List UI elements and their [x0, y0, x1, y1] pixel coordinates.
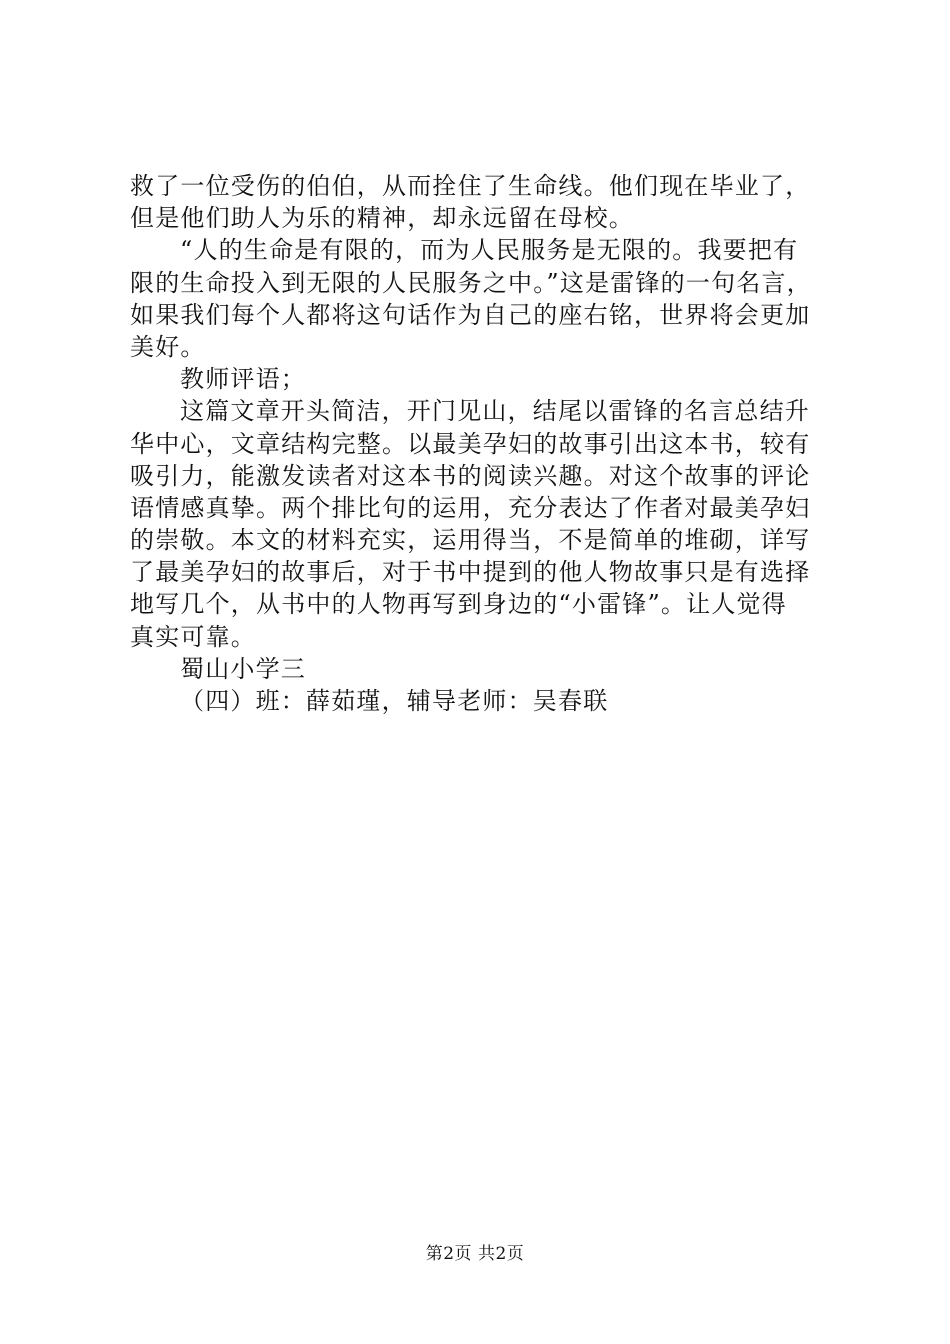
author-class-line: （四）班：薛茹瑾，辅导老师：吴春联	[180, 687, 609, 715]
page-number-footer: 第2页 共2页	[425, 1244, 525, 1264]
teacher-comment-heading: 教师评语；	[180, 365, 306, 394]
text-line: 美好。	[130, 332, 206, 361]
text-line: 这篇文章开头简洁，开门见山，结尾以雷锋的名言总结升	[180, 397, 810, 426]
document-body	[130, 170, 835, 717]
text-line: 真实可靠。	[130, 622, 256, 651]
text-line: 华中心，文章结构完整。以最美孕妇的故事引出这本书，较有	[130, 429, 811, 458]
text-line: 地写几个，从书中的人物再写到身边的“小雷锋”。让人觉得	[130, 590, 787, 619]
text-line: 但是他们助人为乐的精神，却永远留在母校。	[130, 204, 634, 233]
text-line: 语情感真挚。两个排比句的运用，充分表达了作者对最美孕妇	[130, 493, 811, 522]
text-line: 如果我们每个人都将这句话作为自己的座右铭，世界将会更加	[130, 300, 811, 329]
text-line: 救了一位受伤的伯伯，从而拴住了生命线。他们现在毕业了，	[130, 172, 811, 200]
author-school-line: 蜀山小学三	[180, 654, 306, 683]
text-line: 吸引力，能激发读者对这本书的阅读兴趣。对这个故事的评论	[130, 461, 811, 490]
text-line: 的崇敬。本文的材料充实，运用得当，不是简单的堆砌，详写	[130, 526, 811, 555]
text-line: 限的生命投入到无限的人民服务之中。”这是雷锋的一句名言，	[130, 268, 812, 297]
text-line: 了最美孕妇的故事后，对于书中提到的他人物故事只是有选择	[130, 558, 811, 587]
text-line: “人的生命是有限的，而为人民服务是无限的。我要把有	[180, 236, 799, 265]
